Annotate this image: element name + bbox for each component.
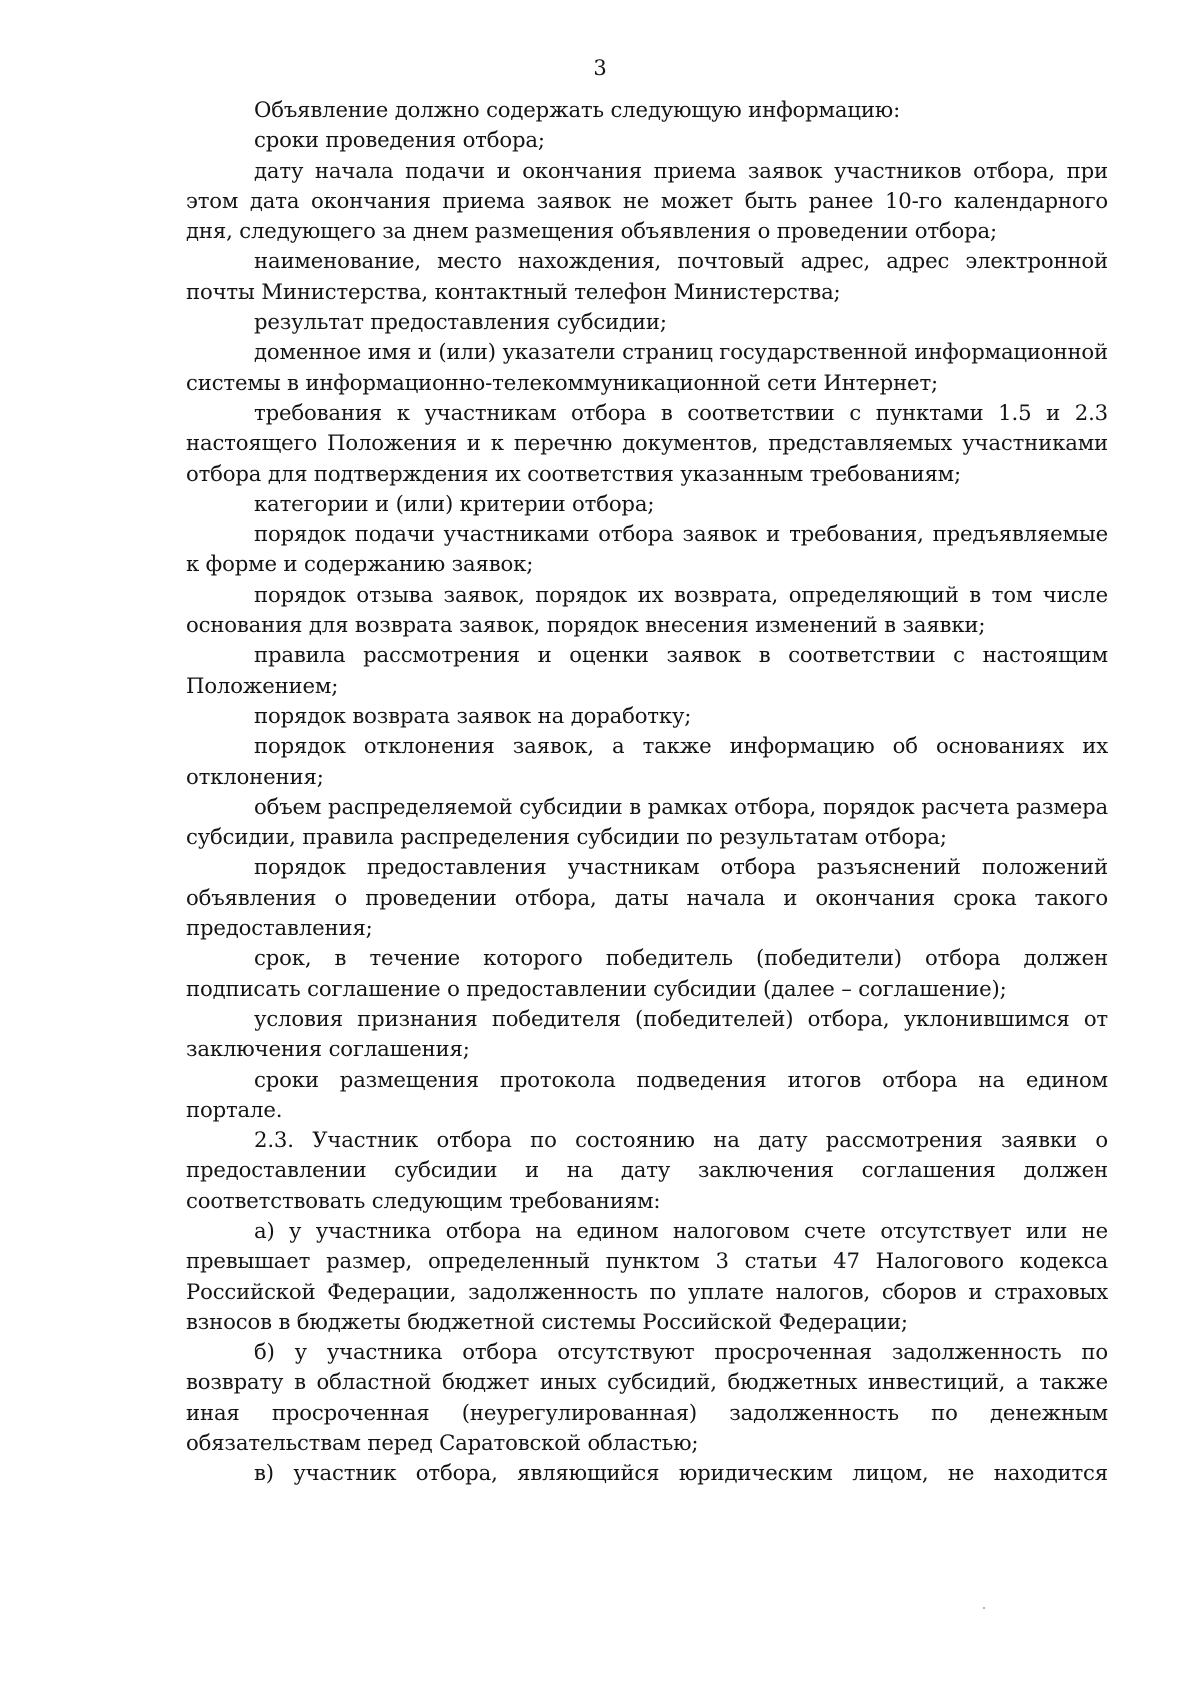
list-item-subsidy-volume: объем распределяемой субсидии в рамках отбора, порядок расчета размера субсидии, правила распределения субсидии по результатам отбора; [186, 793, 1108, 850]
list-item-selection-terms: сроки проведения отбора; [254, 127, 545, 153]
paragraph-intro: Объявление должно содержать следующую информацию: [254, 97, 901, 122]
list-item-subsidy-result: результат предоставления субсидии; [254, 309, 667, 335]
body-text [186, 95, 1108, 1489]
requirement-c: в) участник отбора, являющийся юридическим лицом, не находится [254, 1460, 1108, 1486]
page-number: 3 [593, 56, 607, 80]
list-item-ministry-contacts: наименование, место нахождения, почтовый адрес, адрес электронной почты Министерства, контактный телефон Министерства; [186, 248, 1108, 304]
requirement-b: б) у участника отбора отсутствуют просроченная задолженность по возврату в областной бюджет иных субсидий, бюджетных инвестиций, а также иная просроченная (неурегулированная) задолженность по денежным обязательствам перед Саратовской областью; [186, 1339, 1108, 1456]
scan-speck [983, 1607, 985, 1609]
requirement-a: а) у участника отбора на едином налоговом счете отсутствует или не превышает размер, определенный пунктом 3 статьи 47 Налогового кодекса Российской Федерации, задолженность по уплате налогов, сборов и страховых взносов в бюджеты бюджетной системы Российской Федерации; [186, 1217, 1108, 1334]
list-item-criteria: категории и (или) критерии отбора; [254, 490, 655, 516]
list-item-application-dates: дату начала подачи и окончания приема заявок участников отбора, при этом дата окончания приема заявок не может быть ранее 10-го календарного дня, следующего за днем размещения объявления о проведении отбора; [186, 157, 1108, 244]
list-item-rejection-procedure: порядок отклонения заявок, а также информацию об основаниях их отклонения; [186, 733, 1108, 789]
list-item-protocol-publication: сроки размещения протокола подведения итогов отбора на едином портале. [186, 1066, 1108, 1122]
list-item-withdrawal-procedure: порядок отзыва заявок, порядок их возврата, определяющий в том числе основания для возврата заявок, порядок внесения изменений в заявки; [186, 581, 1108, 638]
list-item-submission-procedure: порядок подачи участниками отбора заявок и требования, предъявляемые к форме и содержанию заявок; [186, 521, 1108, 577]
list-item-domain-name: доменное имя и (или) указатели страниц государственной информационной системы в информационно-телекоммуникационной сети Интернет; [186, 339, 1108, 395]
list-item-evasion-conditions: условия признания победителя (победителей) отбора, уклонившимся от заключения соглашения; [186, 1005, 1108, 1062]
list-item-clarifications: порядок предоставления участникам отбора разъяснений положений объявления о проведении отбора, даты начала и окончания срока такого предоставления; [186, 854, 1108, 941]
list-item-review-rules: правила рассмотрения и оценки заявок в соответствии с настоящим Положением; [186, 642, 1108, 698]
list-item-return-for-revision: порядок возврата заявок на доработку; [254, 702, 692, 728]
list-item-signing-deadline: срок, в течение которого победитель (победители) отбора должен подписать соглашение о предоставлении субсидии (далее – соглашение); [186, 945, 1108, 1001]
list-item-participant-requirements: требования к участникам отбора в соответствии с пунктами 1.5 и 2.3 настоящего Положения и к перечню документов, представляемых участниками отбора для подтверждения их соответствия указанным требованиям; [186, 399, 1108, 486]
section-2-3: 2.3. Участник отбора по состоянию на дату рассмотрения заявки о предоставлении субсидии и на дату заключения соглашения должен соответствовать следующим требованиям: [186, 1127, 1108, 1213]
